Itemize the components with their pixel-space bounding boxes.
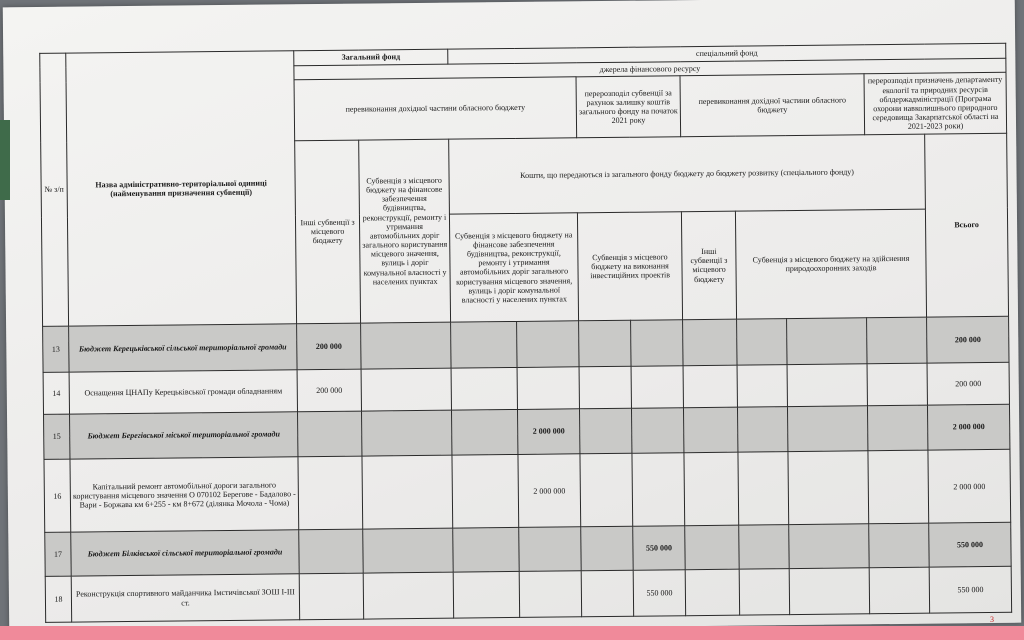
road-sf-value: 2 000 000 [518, 408, 580, 454]
row-name: Реконструкція спортивного майданчика Імстичівської ЗОШ І-ІІІ ст. [71, 574, 299, 622]
road-subvention-gf-header: Субвенція з місцевого бюджету на фінансове забезпечення будівництва, реконструкції, ремонту і утримання автомобільних доріг загального користування місцевого значення, вулиць і доріг комунальної власності у населених пунктах [359, 139, 451, 323]
row-name: Бюджет Берегівської міської територіальної громади [70, 411, 298, 459]
total-value: 200 000 [927, 362, 1009, 405]
special-fund-header: спеціальний фонд [448, 43, 1006, 63]
road-subvention-sf-header: Субвенція з місцевого бюджету на фінансове забезпечення будівництва, реконструкції, ремонту і утримання автомобільних доріг загального користування місцевого значення, вулиць і доріг комунальної власності у населених пунктах [449, 213, 578, 323]
investment-subvention-header: Субвенція з місцевого бюджету на виконання інвестиційних проектів [577, 211, 682, 320]
other-value [299, 529, 363, 573]
row-number: 16 [44, 460, 71, 533]
other-subventions-header: Інші субвенції з місцевого бюджету [295, 140, 361, 324]
other-value: 200 000 [297, 323, 361, 369]
row-number: 17 [45, 532, 71, 576]
road-sf-value [517, 321, 579, 367]
invest-value [579, 366, 631, 408]
row-number: 15 [44, 414, 70, 460]
invest-value [579, 408, 631, 454]
redistribution-dept-header: перерозподіл призначень департаменту екології та природних ресурсів облдержадміністрації (Програма охорони навколишнього природного середовища Закарпатської області на 2021-2023 роки) [864, 72, 1007, 134]
table-row [44, 450, 1011, 533]
page-number: 3 [990, 615, 994, 624]
table-row [45, 566, 1011, 622]
transfer-funds-header: Кошти, що передаються із загального фонду бюджету до бюджету розвитку (спеціального фонду) [449, 134, 926, 214]
row-number: 14 [43, 372, 69, 414]
row-name: Капітальний ремонт автомобільної дороги загального користування місцевого значення О 070102 Берегове - Бадалово - Вари - Боржава км 6+255 - км 8+672 (ділянка Мочола - Чома) [70, 457, 299, 532]
other-value [299, 573, 363, 620]
row-no-header: № з/п [40, 53, 69, 326]
unit-name-header: Назва адміністративно-територіальної одиниці (найменування призначення субвенції) [66, 51, 297, 326]
invest-value [580, 454, 633, 527]
row-name: Бюджет Білківської сільської територіальної громади [71, 530, 299, 576]
general-fund-header: Загальний фонд [294, 49, 448, 65]
other-value [297, 411, 361, 457]
sources-header: джерела фінансового ресурсу [294, 58, 1006, 80]
overfulfillment-header-2: перевиконання дохідної частини обласного бюджету [680, 74, 865, 136]
row-name: Бюджет Керецьківської сільської територіальної громади [69, 324, 297, 372]
red-strip [0, 626, 1024, 640]
document-page [3, 0, 1021, 633]
desk-edge [0, 120, 10, 200]
road-sf-value: 2 000 000 [518, 454, 581, 528]
other-subventions-2-header: Інші субвенції з місцевого бюджету [681, 211, 736, 320]
invest-value: 550 000 [633, 570, 685, 616]
total-value: 2 000 000 [928, 450, 1011, 524]
row-number: 18 [45, 576, 71, 622]
invest-value [579, 320, 631, 366]
total-header: Всього [925, 133, 1009, 317]
total-value: 2 000 000 [927, 404, 1009, 451]
road-sf-value [517, 367, 579, 409]
overfulfillment-header: перевиконання дохідної частини обласного бюджету [294, 77, 577, 140]
budget-table [39, 43, 1012, 623]
redistribution-header: перерозподіл субвенції за рахунок залишку коштів загального фонду на початок 2021 року [576, 76, 681, 138]
total-value: 550 000 [929, 566, 1011, 613]
row-name: Оснащення ЦНАПу Керецьківської громади обладнанням [69, 370, 297, 414]
row-number: 13 [43, 326, 69, 372]
invest-value: 550 000 [633, 526, 685, 570]
total-value: 550 000 [929, 523, 1011, 568]
nature-subvention-header: Субвенція з місцевого бюджету на здійснення природоохоронних заходів [735, 209, 926, 319]
other-value: 200 000 [297, 369, 361, 411]
other-value [298, 456, 363, 530]
total-value: 200 000 [927, 316, 1009, 363]
